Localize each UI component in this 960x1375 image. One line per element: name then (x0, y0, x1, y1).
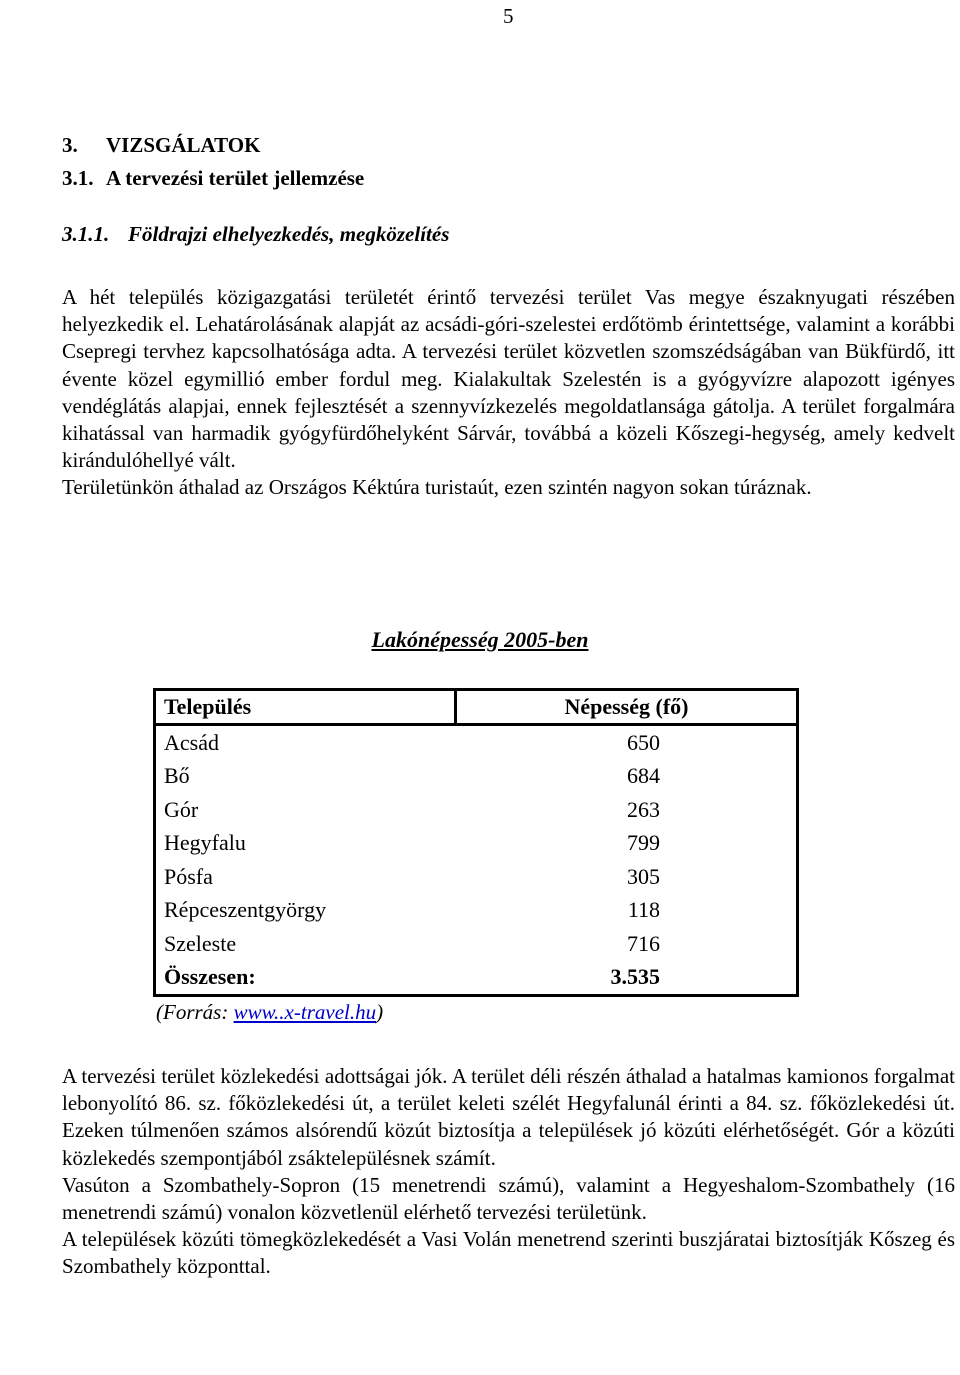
source-prefix: (Forrás: (156, 1000, 234, 1024)
settlement-population: 305 (627, 863, 660, 889)
table-row (155, 725, 798, 760)
paragraph-kektura: Területünkön áthalad az Országos Kéktúra turistaút, ezen szintén nagyon sokan túráznak. (62, 475, 812, 500)
heading-section (62, 166, 364, 190)
heading-chapter-text: VIZSGÁLATOK (106, 133, 261, 157)
settlement-name: Acsád (164, 729, 219, 755)
settlement-population: 263 (627, 796, 660, 822)
paragraph-rail: Vasúton a Szombathely-Sopron (15 menetrendi számú), valamint a Hegyeshalom-Szombathely (16 menetrendi számú) vonalon közvetlenül elérhető tervezési területünk. (62, 1172, 955, 1225)
heading-chapter-number: 3. (62, 133, 78, 157)
paragraph-bus: A települések közúti tömegközlekedését a Vasi Volán menetrend szerinti buszjáratai biztosítják Kőszeg és Szombathely központtal. (62, 1227, 955, 1279)
settlement-name: Répceszentgyörgy (164, 897, 327, 923)
heading-section-number: 3.1. (62, 166, 94, 190)
heading-subsection-number: 3.1.1. (62, 222, 110, 246)
settlement-name: Szeleste (164, 930, 237, 956)
table-row (155, 793, 798, 827)
settlement-population: 716 (627, 930, 660, 956)
table-row (155, 827, 798, 861)
heading-section-text: A tervezési terület jellemzése (106, 166, 365, 190)
table-row (155, 894, 798, 928)
total-value: 3.535 (610, 964, 660, 990)
heading-subsection (62, 222, 449, 246)
source-link[interactable]: www..x-travel.hu (233, 1000, 377, 1024)
settlement-population: 684 (627, 763, 660, 789)
settlement-name: Hegyfalu (164, 830, 246, 856)
transport-paragraphs (62, 1063, 955, 1281)
header-settlement: Település (155, 690, 456, 725)
paragraph-roads: A tervezési terület közlekedési adottságai jók. A terület déli részén áthalad a hatalmas kamionos forgalmat lebonyolító 86. sz. főközlekedési út, a terület keleti szélét Hegyfalunál érinti a 84. sz. főközlekedési út. Ezeken túlmenően számos alsórendű közút biztosítja a települések jó közúti elérhetőségét. Gór a közúti közlekedés szempontjából zsáktelepülésnek számít. (62, 1064, 955, 1170)
table-row (155, 927, 798, 961)
paragraph-location: A hét település közigazgatási területét érintő tervezési terület Vas megye északnyugati részében helyezkedik el. Lehatárolásának alapját az acsádi-góri-szelestei erdőtömb érintettsége, valamint a korábbi Csepregi tervhez kapcsolhatósága adta. A tervezési terület közvetlen szomszédságában van Bükfürdő, itt évente közel egymillió ember fordul meg. Kialakultak Szelestén is a gyógyvízre alapozott igényes vendéglátás alapjai, ennek fejlesztését a szennyvízkezelés megoldatlansága gátolja. A terület forgalmára kihatással van harmadik gyógyfürdőhelyként Sárvár, továbbá a közeli Kőszegi-hegység, amely kedvelt kirándulóhellyé vált. (62, 285, 955, 473)
settlement-name: Pósfa (164, 863, 213, 889)
settlement-name: Bő (164, 763, 190, 789)
settlement-population: 650 (627, 729, 660, 755)
settlement-population: 118 (627, 897, 660, 923)
page-number: 5 (503, 4, 514, 28)
table-row (155, 760, 798, 794)
total-label: Összesen: (164, 964, 256, 990)
population-table (153, 688, 799, 997)
settlement-population: 799 (627, 830, 660, 856)
heading-chapter (62, 133, 260, 157)
header-population: Népesség (fő) (455, 690, 797, 725)
table-caption: Lakónépesség 2005-ben (371, 627, 589, 652)
heading-subsection-text: Földrajzi elhelyezkedés, megközelítés (128, 222, 450, 246)
table-source (156, 999, 383, 1025)
source-suffix: ) (376, 1000, 384, 1024)
table-row (155, 860, 798, 894)
intro-paragraphs (62, 284, 955, 502)
table-header-row (155, 690, 798, 725)
settlement-name: Gór (164, 796, 199, 822)
table-total-row (155, 961, 798, 996)
